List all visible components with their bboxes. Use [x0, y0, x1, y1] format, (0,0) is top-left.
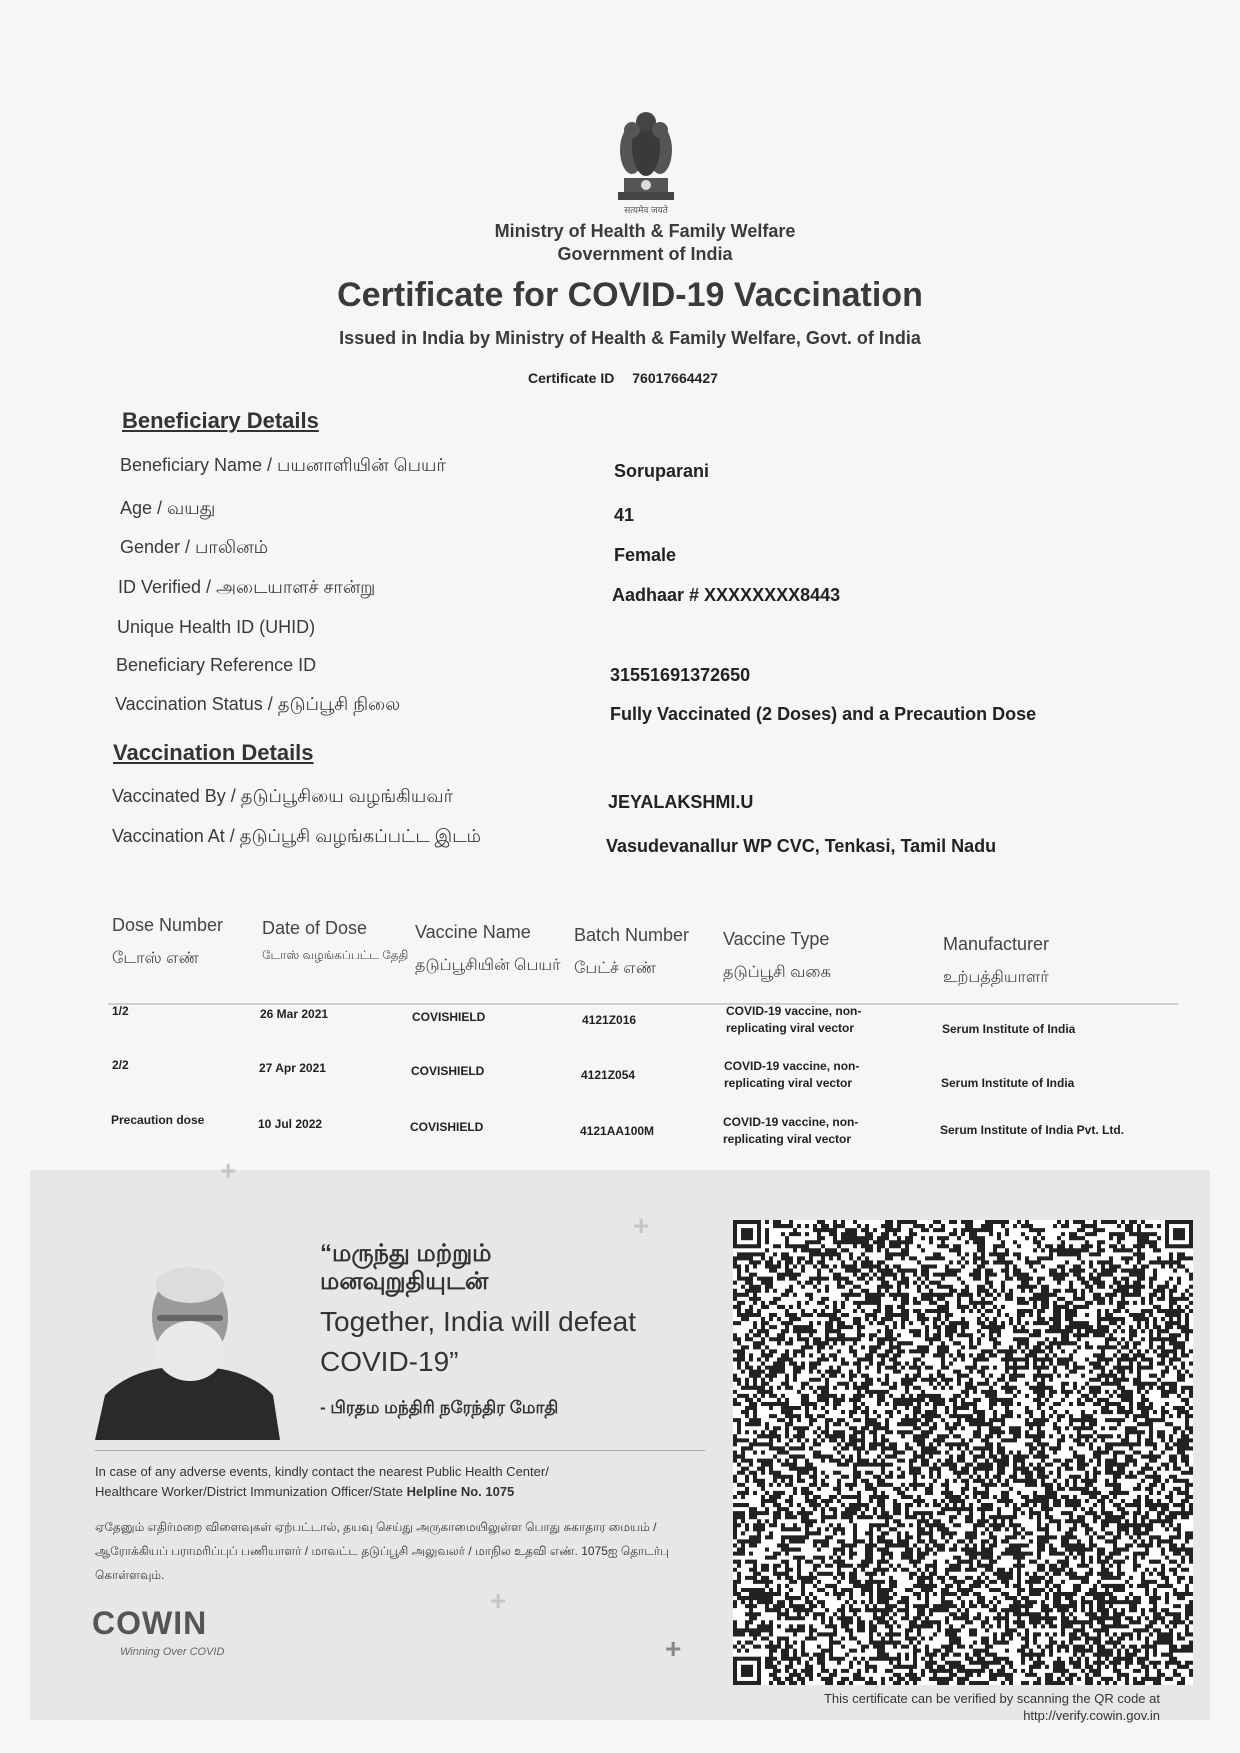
vaccine-name-cell: COVISHIELD [410, 1120, 484, 1134]
vaccination-section-title: Vaccination Details [113, 740, 314, 765]
vaccine-name-cell: COVISHIELD [412, 1010, 486, 1024]
uhid-label: Unique Health ID (UHID) [117, 617, 316, 637]
issued-by: Issued in India by Ministry of Health & Family Welfare, Govt. of India [339, 328, 921, 348]
vaccination-status-label: Vaccination Status / தடுப்பூசி நிலை [115, 694, 401, 714]
dose-number-cell: 2/2 [112, 1058, 129, 1072]
vaccinated-by-label: Vaccinated By / தடுப்பூசியை வழங்கியவர் [112, 786, 453, 806]
prime-minister-photo [95, 1255, 280, 1440]
reference-id-label: Beneficiary Reference ID [116, 655, 317, 675]
header-batch-number: Batch Number பேட்ச் எண் [574, 925, 690, 977]
header-vaccine-name: Vaccine Name தடுப்பூசியின் பெயர் [415, 922, 561, 974]
quote-tamil: “மருந்து மற்றும் மனவுறுதியுடன் [320, 1240, 492, 1295]
certificate-id [528, 370, 732, 386]
gender-label: Gender / பாலினம் [120, 537, 269, 557]
dose-date-cell: 27 Apr 2021 [259, 1061, 326, 1075]
gender-value: Female [614, 545, 677, 565]
beneficiary-section-title: Beneficiary Details [122, 408, 319, 433]
plus-decoration-icon: + [490, 1585, 507, 1616]
dose-date-cell: 10 Jul 2022 [258, 1117, 323, 1131]
vaccination-at-value: Vasudevanallur WP CVC, Tenkasi, Tamil Nadu [606, 836, 997, 856]
footer-divider [95, 1450, 705, 1451]
header-manufacturer: Manufacturer உற்பத்தியாளர் [943, 934, 1050, 986]
vaccination-at-label: Vaccination At / தடுப்பூசி வழங்கப்பட்ட இடம் [112, 826, 481, 846]
header-date-of-dose: Date of Dose டோஸ் வழங்கப்பட்ட தேதி [262, 918, 409, 962]
ministry-name: Ministry of Health & Family Welfare Government of India [494, 221, 796, 264]
plus-decoration-icon: + [220, 1155, 237, 1186]
vaccine-type-cell: COVID-19 vaccine, non-replicating viral vector [723, 1115, 859, 1146]
qr-code[interactable] [733, 1220, 1193, 1685]
batch-number-cell: 4121Z054 [581, 1068, 636, 1082]
adverse-events-notice-tamil: ஏதேனும் எதிர்மறை விளைவுகள் ஏற்பட்டால், தயவு செய்து அருகாமையிலுள்ள பொது சுகாதார மையம் / ஆரோக்கியப் பராமரிப்புப் பணியாளர் / மாவட்ட தடுப்பூசி அலுவலர் / மாநில உதவி எண். 1075ஐ தொடர்பு கொள்ளவும். [95, 1520, 670, 1582]
vaccine-type-cell: COVID-19 vaccine, non-replicating viral vector [726, 1004, 862, 1035]
emblem-motto: सत्यमेव जयते [624, 205, 668, 215]
verify-link[interactable]: http://verify.cowin.gov.in [1023, 1708, 1160, 1723]
dose-number-cell: Precaution dose [111, 1113, 205, 1127]
beneficiary-name-value: Soruparani [614, 461, 710, 481]
national-emblem-icon [610, 100, 682, 210]
beneficiary-name-label: Beneficiary Name / பயனாளியின் பெயர் [120, 455, 446, 475]
age-label: Age / வயது [120, 498, 216, 518]
dose-number-cell: 1/2 [112, 1004, 129, 1018]
helpline-number: Helpline No. 1075 [406, 1484, 515, 1499]
certificate-id-label: Certificate ID [528, 370, 615, 386]
quote-english: Together, India will defeat COVID-19” [320, 1306, 636, 1377]
vaccinated-by-value: JEYALAKSHMI.U [608, 792, 754, 812]
manufacturer-cell: Serum Institute of India [941, 1076, 1075, 1090]
age-value: 41 [614, 505, 635, 525]
batch-number-cell: 4121Z016 [582, 1013, 637, 1027]
vaccination-status-value: Fully Vaccinated (2 Doses) and a Precaution Dose [610, 704, 1037, 724]
plus-decoration-icon: + [665, 1633, 682, 1664]
dose-date-cell: 26 Mar 2021 [260, 1007, 329, 1021]
manufacturer-cell: Serum Institute of India Pvt. Ltd. [940, 1123, 1125, 1137]
page-title: Certificate for COVID-19 Vaccination [337, 276, 923, 314]
qr-verification-note: This certificate can be verified by scanning the QR code at http://verify.cowin.gov.in [760, 1690, 1160, 1724]
cowin-tagline: Winning Over COVID [120, 1646, 225, 1658]
manufacturer-cell: Serum Institute of India [942, 1022, 1076, 1036]
header-dose-number: Dose Number டோஸ் எண் [112, 915, 224, 967]
table-divider [108, 1003, 1178, 1005]
vaccine-type-cell: COVID-19 vaccine, non-replicating viral vector [724, 1059, 860, 1090]
plus-decoration-icon: + [633, 1210, 650, 1241]
certificate-id-value: 76017664427 [632, 370, 718, 386]
id-verified-value: Aadhaar # XXXXXXXX8443 [612, 585, 841, 605]
vaccine-name-cell: COVISHIELD [411, 1064, 485, 1078]
header-vaccine-type: Vaccine Type தடுப்பூசி வகை [723, 929, 831, 981]
cowin-logo: COWIN [92, 1605, 208, 1641]
batch-number-cell: 4121AA100M [580, 1124, 655, 1138]
reference-id-value: 31551691372650 [610, 665, 751, 685]
quote-attribution: - பிரதம மந்திரி நரேந்திர மோதி [320, 1398, 559, 1417]
id-verified-label: ID Verified / அடையாளச் சான்று [118, 577, 376, 597]
adverse-events-notice: In case of any adverse events, kindly contact the nearest Public Health Center/ Healthcare Worker/District Immunization Officer/State Helpline No. 1075 [95, 1464, 549, 1499]
